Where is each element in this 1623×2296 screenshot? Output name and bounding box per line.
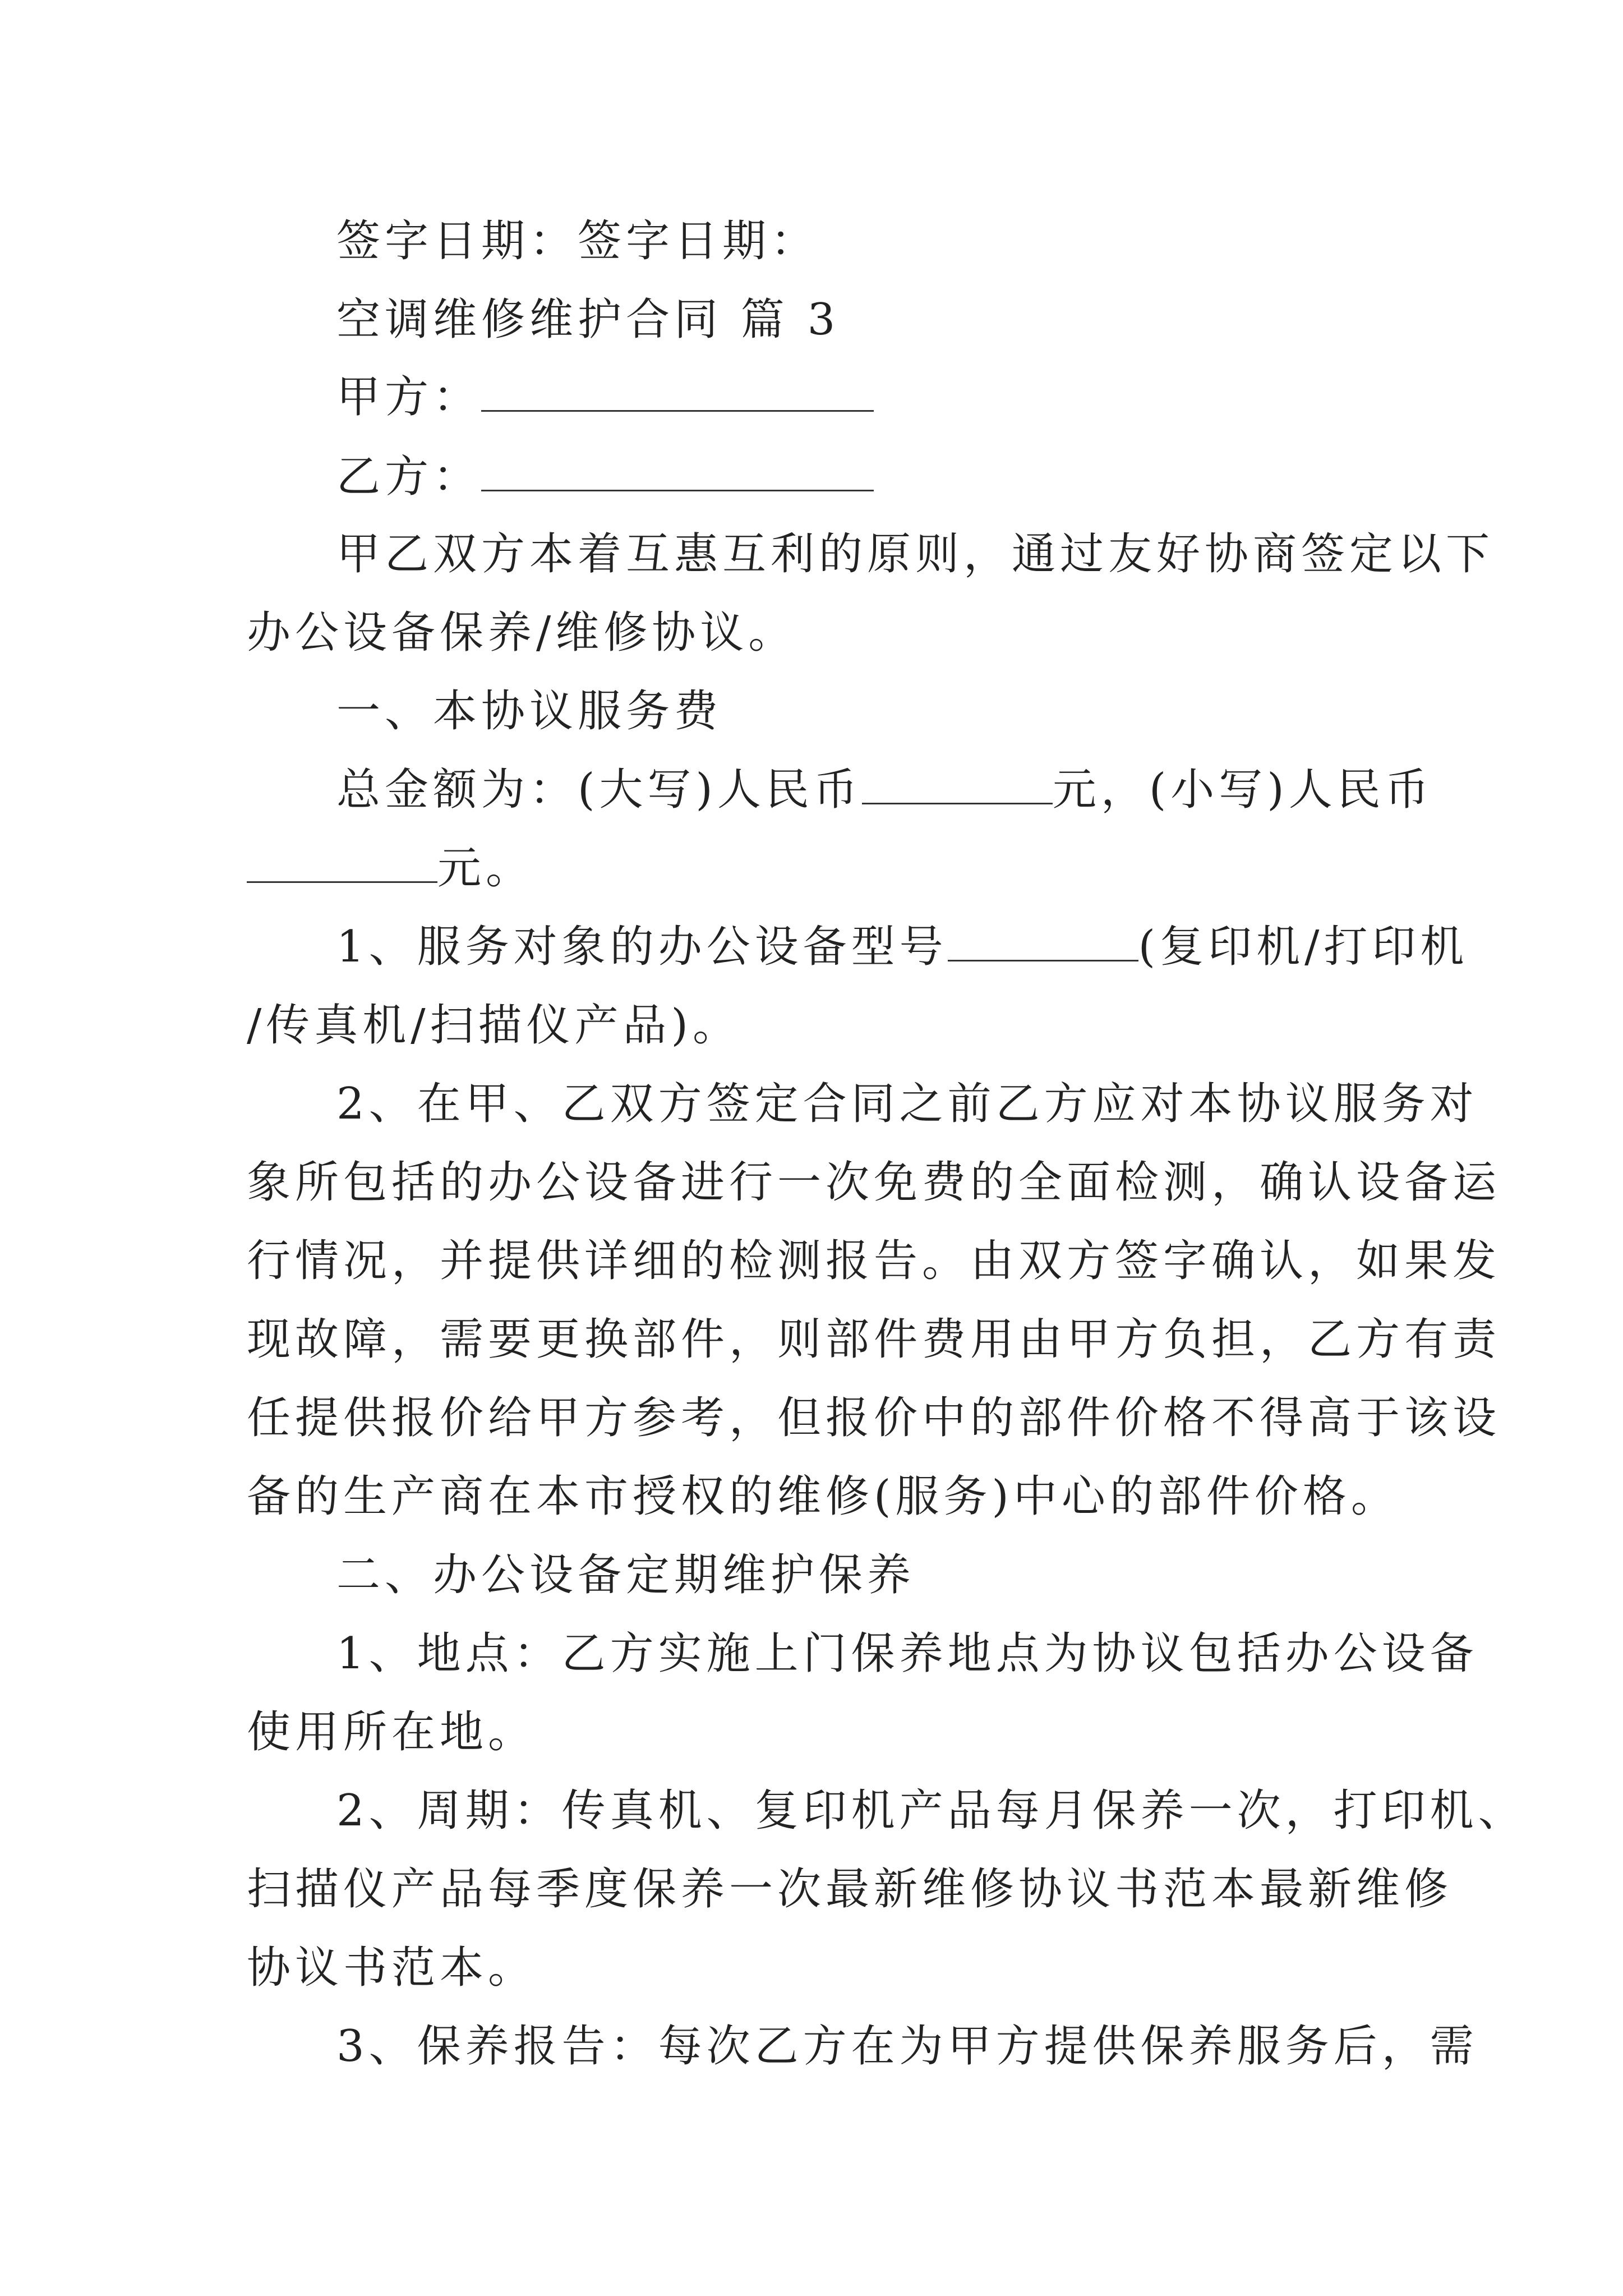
item-2-line-6: [247, 1469, 1399, 1525]
sign-date-line: [336, 213, 1391, 269]
amount-text-1: 总金额为：(大写)人民币: [336, 765, 862, 815]
s2-item-3-text-1: 3、保养报告：每次乙方在为甲方提供保养服务后，需: [336, 2021, 1478, 2072]
party-a-blank: [481, 371, 874, 412]
s2-item-3-line-1: [336, 2018, 1478, 2074]
item-2-line-1: [336, 1076, 1478, 1132]
item-2-text-2: 象所包括的办公设备进行一次免费的全面检测，确认设备运: [247, 1157, 1501, 1208]
party-a-line: [336, 369, 1391, 425]
item-1-text-1: 1、服务对象的办公设备型号: [336, 922, 948, 972]
s2-item-2-line-3: [247, 1940, 1391, 1996]
item-2-text-6: 备的生产商在本市授权的维修(服务)中心的部件价格。: [247, 1471, 1399, 1522]
s2-item-1-line-2: [247, 1704, 1391, 1760]
item-2-text-3: 行情况，并提供详细的检测报告。由双方签字确认，如果发: [247, 1236, 1501, 1286]
amount-lower-blank: [247, 842, 437, 883]
party-b-line: [336, 449, 1391, 505]
amount-line-2: [247, 840, 1391, 896]
s2-item-2-text-3: 协议书范本。: [247, 1943, 537, 1993]
item-2-line-4: [247, 1312, 1501, 1368]
s2-item-2-text-1: 2、周期：传真机、复印机产品每月保养一次，打印机、: [336, 1786, 1527, 1836]
section-2-heading: [336, 1547, 1391, 1603]
s2-item-1-text-2: 使用所在地。: [247, 1707, 537, 1757]
device-model-blank: [948, 921, 1138, 961]
s2-item-2-line-1: [336, 1783, 1527, 1839]
item-2-line-3: [247, 1233, 1501, 1289]
amount-line: [336, 762, 1433, 818]
intro-text-1: 甲乙双方本着互惠互利的原则，通过友好协商签定以下: [336, 529, 1495, 579]
item-2-line-5: [247, 1390, 1501, 1446]
amount-upper-blank: [862, 763, 1053, 804]
section-1-heading: [336, 683, 1391, 739]
contract-title-text: 空调维修维护合同 篇 3: [336, 295, 840, 345]
intro-line-1: [336, 526, 1495, 582]
amount-text-3: 元。: [437, 843, 534, 894]
s2-item-2-text-2: 扫描仪产品每季度保养一次最新维修协议书范本最新维修: [247, 1864, 1453, 1915]
item-1-line-1: [336, 919, 1469, 975]
s2-item-1-text-1: 1、地点：乙方实施上门保养地点为协议包括办公设备: [336, 1628, 1478, 1679]
intro-line-2: [247, 605, 1391, 661]
amount-text-2: 元，(小写)人民币: [1052, 765, 1433, 815]
intro-text-2: 办公设备保养/维修协议。: [247, 608, 797, 658]
section-1-heading-text: 一、本协议服务费: [336, 686, 723, 737]
item-2-line-2: [247, 1154, 1501, 1211]
item-2-text-5: 任提供报价给甲方参考，但报价中的部件价格不得高于该设: [247, 1393, 1501, 1443]
s2-item-1-line-1: [336, 1626, 1478, 1682]
party-a-label: 甲方：: [336, 372, 482, 422]
item-2-text-1: 2、在甲、乙双方签定合同之前乙方应对本协议服务对: [336, 1079, 1478, 1129]
item-1-text-3: /传真机/扫描仪产品)。: [247, 1000, 741, 1051]
contract-title: [336, 292, 1391, 348]
section-2-heading-text: 二、办公设备定期维护保养: [336, 1550, 916, 1600]
item-2-text-4: 现故障，需要更换部件，则部件费用由甲方负担，乙方有责: [247, 1314, 1501, 1365]
party-b-label: 乙方：: [336, 452, 482, 502]
item-1-text-2: (复印机/打印机: [1138, 922, 1469, 972]
sign-date-text: 签字日期：签字日期：: [336, 216, 819, 266]
party-b-blank: [481, 450, 874, 491]
s2-item-2-line-2: [247, 1861, 1453, 1917]
item-1-line-2: [247, 997, 1391, 1053]
